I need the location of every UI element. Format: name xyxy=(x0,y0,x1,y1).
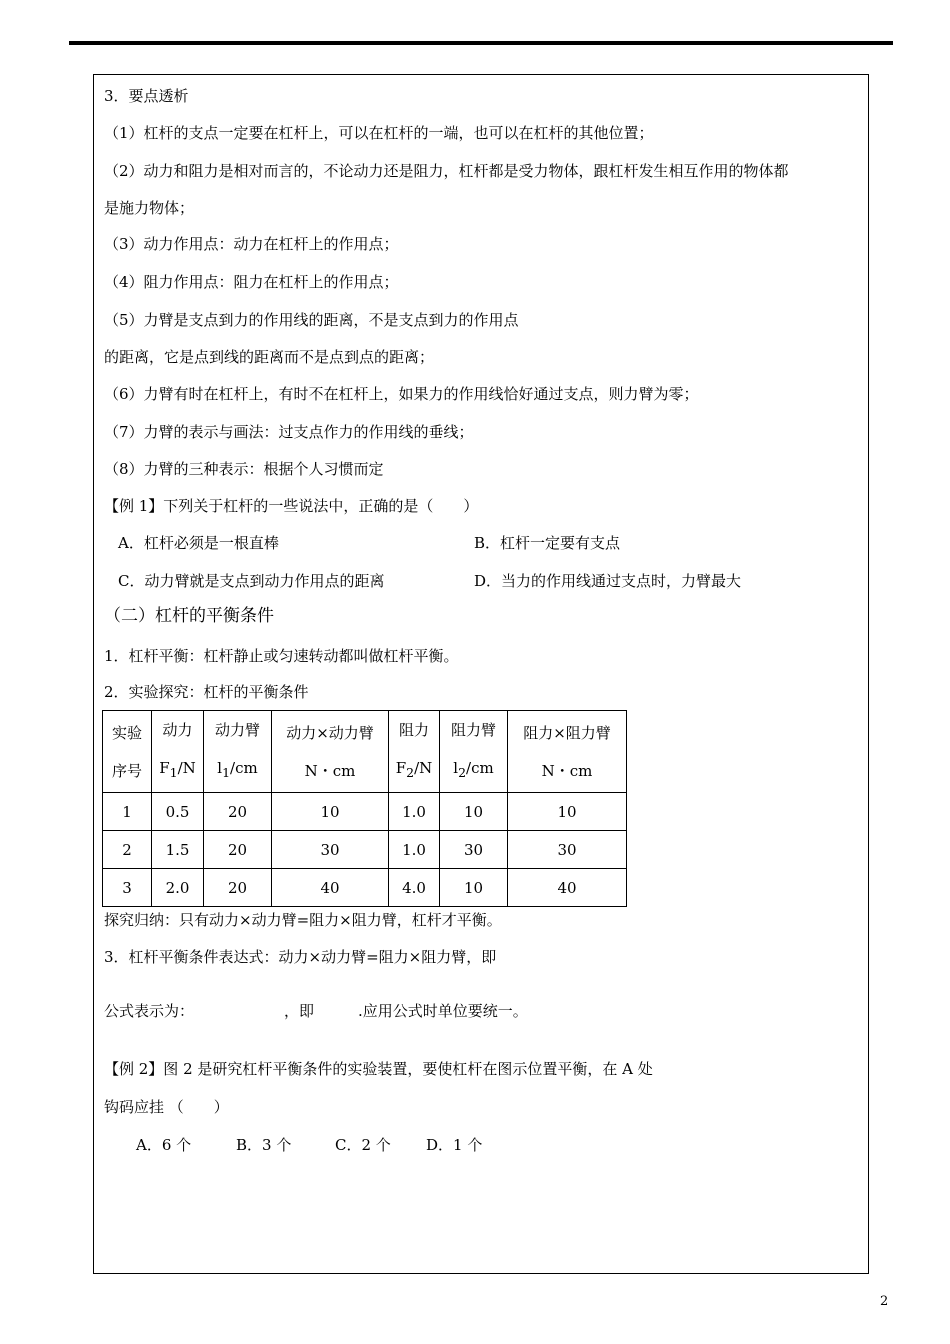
table-cell: 10 xyxy=(440,793,508,831)
table-cell: 30 xyxy=(272,831,389,869)
header-cell: 阻力臂 $l_2/cm$ xyxy=(440,711,508,793)
content-frame xyxy=(93,74,869,1274)
header-rule xyxy=(69,41,893,45)
section-title: 3．要点透析 xyxy=(104,87,189,105)
table-row xyxy=(103,831,627,869)
header-cell: 动力×动力臂 N・cm xyxy=(272,711,389,793)
table-header-row xyxy=(103,711,627,793)
table-cell: 30 xyxy=(508,831,627,869)
table-cell: 1.0 xyxy=(389,831,440,869)
table-cell: 10 xyxy=(508,793,627,831)
point-4: （4）阻力作用点：阻力在杠杆上的作用点； xyxy=(104,273,399,291)
table-cell: 2.0 xyxy=(152,869,204,907)
table-cell: 2 xyxy=(103,831,152,869)
point-5: （5）力臂是支点到力的作用线的距离，不是支点到力的作用点 xyxy=(104,311,519,329)
table-cell: 10 xyxy=(272,793,389,831)
header-cell: 动力臂 $l_1/cm$ xyxy=(204,711,272,793)
example2-option-b: B．3 个 xyxy=(236,1136,292,1154)
header-cell: 阻力 $F_2/N$ xyxy=(389,711,440,793)
point-2-cont: 是施力物体； xyxy=(104,199,195,217)
table-cell: 40 xyxy=(272,869,389,907)
table-cell: 20 xyxy=(204,793,272,831)
page-number: 2 xyxy=(880,1294,889,1309)
experiment-table xyxy=(102,710,627,907)
table-row xyxy=(103,869,627,907)
table-cell: 1.0 xyxy=(389,793,440,831)
table-cell: 10 xyxy=(440,869,508,907)
table-cell: 0.5 xyxy=(152,793,204,831)
experiment-title: 2．实验探究：杠杆的平衡条件 xyxy=(104,683,309,701)
example2-question: 【例 2】图 2 是研究杠杆平衡条件的实验装置，要使杠杆在图示位置平衡，在 A 处 xyxy=(104,1060,653,1078)
point-7: （7）力臂的表示与画法：过支点作力的作用线的垂线； xyxy=(104,423,474,441)
table-cell: 3 xyxy=(103,869,152,907)
table-cell: 30 xyxy=(440,831,508,869)
example2-option-a: A．6 个 xyxy=(136,1136,192,1154)
header-cell: 实验 序号 xyxy=(103,711,152,793)
header-cell: 动力 $F_1/N$ xyxy=(152,711,204,793)
example1-option-d: D．当力的作用线通过支点时，力臂最大 xyxy=(474,572,742,590)
table-cell: 4.0 xyxy=(389,869,440,907)
formula-unit-note: .应用公式时单位要统一。 xyxy=(358,1002,528,1020)
example1-option-a: A．杠杆必须是一根直棒 xyxy=(118,534,279,552)
balance-expression: 3．杠杆平衡条件表达式：动力×动力臂=阻力×阻力臂，即 xyxy=(104,948,497,966)
example2-question-cont: 钩码应挂 （ ） xyxy=(104,1098,229,1116)
table-cell: 1 xyxy=(103,793,152,831)
table-cell: 1.5 xyxy=(152,831,204,869)
point-5-cont: 的距离，它是点到线的距离而不是点到点的距离； xyxy=(104,348,435,366)
table-cell: 40 xyxy=(508,869,627,907)
point-2: （2）动力和阻力是相对而言的，不论动力还是阻力，杠杆都是受力物体，跟杠杆发生相互作用的物体都 xyxy=(104,162,789,180)
example1-question: 【例 1】下列关于杠杆的一些说法中，正确的是（ ） xyxy=(104,497,479,515)
example2-option-c: C．2 个 xyxy=(335,1136,391,1154)
example2-option-d: D．1 个 xyxy=(426,1136,483,1154)
example1-option-c: C．动力臂就是支点到动力作用点的距离 xyxy=(118,572,385,590)
point-6: （6）力臂有时在杠杆上，有时不在杠杆上，如果力的作用线恰好通过支点，则力臂为零； xyxy=(104,385,699,403)
header-cell: 阻力×阻力臂 N・cm xyxy=(508,711,627,793)
table-cell: 20 xyxy=(204,869,272,907)
example1-option-b: B．杠杆一定要有支点 xyxy=(474,534,621,552)
conclusion: 探究归纳：只有动力×动力臂=阻力×阻力臂，杠杆才平衡。 xyxy=(104,911,502,929)
table-row xyxy=(103,793,627,831)
table-cell: 20 xyxy=(204,831,272,869)
section-heading: （二）杠杆的平衡条件 xyxy=(104,606,274,626)
balance-definition: 1．杠杆平衡：杠杆静止或匀速转动都叫做杠杆平衡。 xyxy=(104,647,459,665)
point-8: （8）力臂的三种表示：根据个人习惯而定 xyxy=(104,460,384,478)
point-1: （1）杠杆的支点一定要在杠杆上，可以在杠杆的一端，也可以在杠杆的其他位置； xyxy=(104,124,654,142)
formula-label: 公式表示为： xyxy=(104,1002,195,1020)
formula-ie: ，即 xyxy=(284,1002,315,1020)
point-3: （3）动力作用点：动力在杠杆上的作用点； xyxy=(104,235,399,253)
